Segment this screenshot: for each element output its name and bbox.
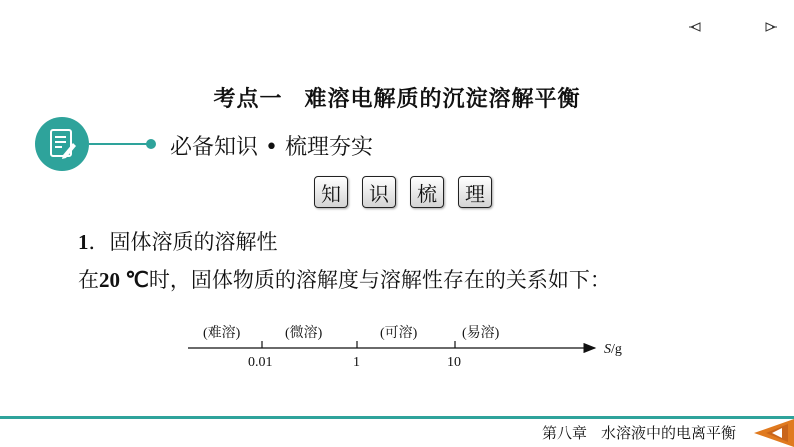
tick-label: 10	[447, 355, 461, 370]
point-number: 1	[78, 230, 89, 254]
axis-unit: /g	[611, 342, 622, 357]
category-label: (微溶)	[285, 326, 323, 341]
tick-label: 1	[353, 355, 360, 370]
tick-label: 0.01	[248, 355, 273, 370]
chip-shu[interactable]: 梳	[410, 176, 444, 208]
chip-li[interactable]: 理	[458, 176, 492, 208]
title-part1: 考点一	[213, 87, 283, 112]
back-arrow-icon[interactable]	[744, 416, 794, 447]
svg-text:S/g	[604, 342, 622, 357]
desc-temp: 20 ℃	[99, 268, 149, 292]
category-label: (难溶)	[203, 326, 241, 341]
category-label: (可溶)	[380, 326, 418, 341]
point-text: 固体溶质的溶解性	[109, 230, 278, 254]
footer-bar	[0, 416, 794, 419]
axis-variable: S	[604, 342, 611, 357]
chapter-number: 第八章	[541, 424, 587, 442]
section-heading: 必备知识 • 梳理夯实	[170, 135, 373, 160]
chip-zhi[interactable]: 知	[314, 176, 348, 208]
footer	[0, 416, 794, 447]
chapter-label	[542, 422, 736, 443]
desc-rest: 时，固体物质的溶解度与溶解性存在的关系如下：	[148, 268, 611, 292]
title-part2: 难溶电解质的沉淀溶解平衡	[304, 87, 581, 112]
point-sep: ．	[88, 230, 110, 254]
chip-shi[interactable]: 识	[362, 176, 396, 208]
chapter-title: 水溶液中的电离平衡	[600, 424, 736, 442]
desc-prefix: 在	[78, 268, 99, 292]
category-label: (易溶)	[462, 326, 500, 341]
